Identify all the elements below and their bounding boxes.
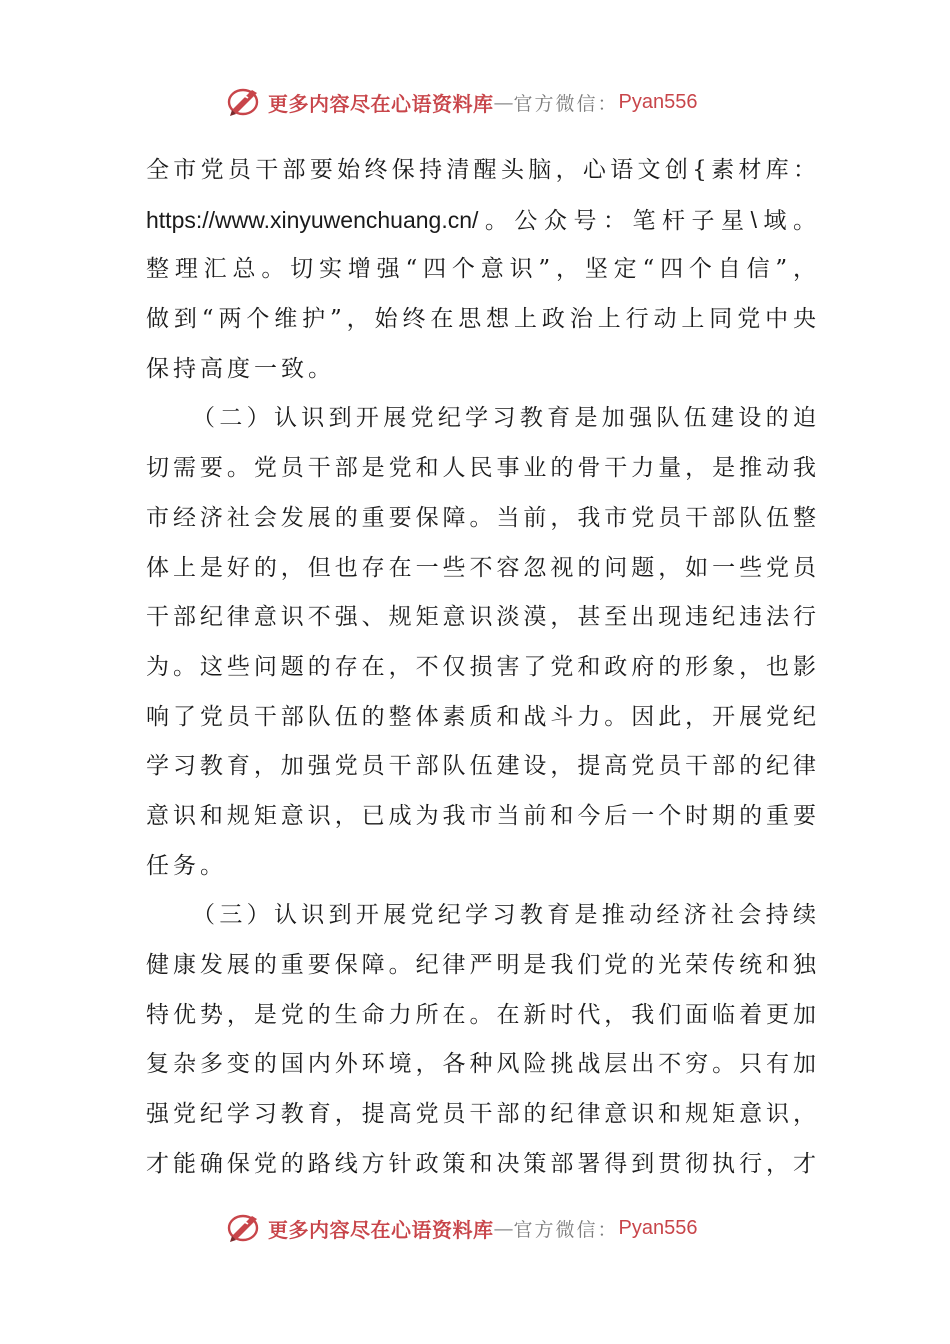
text-line: （二）认识到开展党纪学习教育是加强队伍建设的迫 — [192, 405, 816, 432]
text-line: 复杂多变的国内外环境，各种风险挑战层出不穷。只有加 — [146, 1051, 816, 1078]
banner-wechat-label: 官方微信： — [513, 1218, 619, 1241]
text-line: 体上是好的，但也存在一些不容忽视的问题，如一些党员 — [146, 554, 816, 581]
pen-logo-icon — [226, 84, 264, 120]
text-line: 才能确保党的路线方针政策和决策部署得到贯彻执行，才 — [146, 1150, 816, 1177]
text-line: （三）认识到开展党纪学习教育是推动经济社会持续 — [192, 902, 816, 929]
banner-dash: — — [493, 1216, 514, 1240]
text-line: 保持高度一致。 — [146, 355, 335, 382]
banner-wechat-label: 官方微信： — [513, 92, 619, 115]
text-line: 意识和规矩意识，已成为我市当前和今后一个时期的重要 — [146, 802, 816, 829]
text-line: 全市党员干部要始终保持清醒头脑，心语文创{素材库： — [146, 157, 816, 183]
text-line: 整理汇总。切实增强“四个意识”，坚定“四个自信”， — [146, 256, 816, 283]
text-line: 切需要。党员干部是党和人民事业的骨干力量，是推动我 — [146, 455, 816, 482]
text-line: 干部纪律意识不强、规矩意识淡漠，甚至出现违纪违法行 — [146, 604, 816, 631]
text-line: https://www.xinyuwenchuang.cn/。公众号：笔杆子星\域。 — [146, 206, 816, 233]
text-line: 任务。 — [146, 852, 227, 879]
banner-wechat-id: Pyan556 — [618, 1216, 698, 1239]
text-line: 为。这些问题的存在，不仅损害了党和政府的形象，也影 — [146, 653, 816, 680]
body-text — [146, 146, 816, 1189]
text-line: 市经济社会发展的重要保障。当前，我市党员干部队伍整 — [146, 504, 816, 531]
text-line: 强党纪学习教育，提高党员干部的纪律意识和规矩意识， — [146, 1101, 816, 1128]
header-banner[interactable] — [226, 82, 726, 122]
pen-logo-icon — [226, 1210, 264, 1246]
banner-title: 更多内容尽在心语资料库 — [268, 91, 494, 116]
banner-wechat-id: Pyan556 — [618, 90, 698, 113]
text-line: 响了党员干部队伍的整体素质和战斗力。因此，开展党纪 — [146, 703, 816, 730]
banner-dash: — — [493, 90, 514, 114]
banner-title: 更多内容尽在心语资料库 — [268, 1217, 494, 1242]
footer-banner[interactable] — [226, 1208, 726, 1248]
text-line: 做到“两个维护”，始终在思想上政治上行动上同党中央 — [146, 306, 816, 333]
text-line: 学习教育，加强党员干部队伍建设，提高党员干部的纪律 — [146, 753, 816, 780]
text-line: 健康发展的重要保障。纪律严明是我们党的光荣传统和独 — [146, 952, 816, 978]
text-line: 特优势，是党的生命力所在。在新时代，我们面临着更加 — [146, 1001, 816, 1028]
